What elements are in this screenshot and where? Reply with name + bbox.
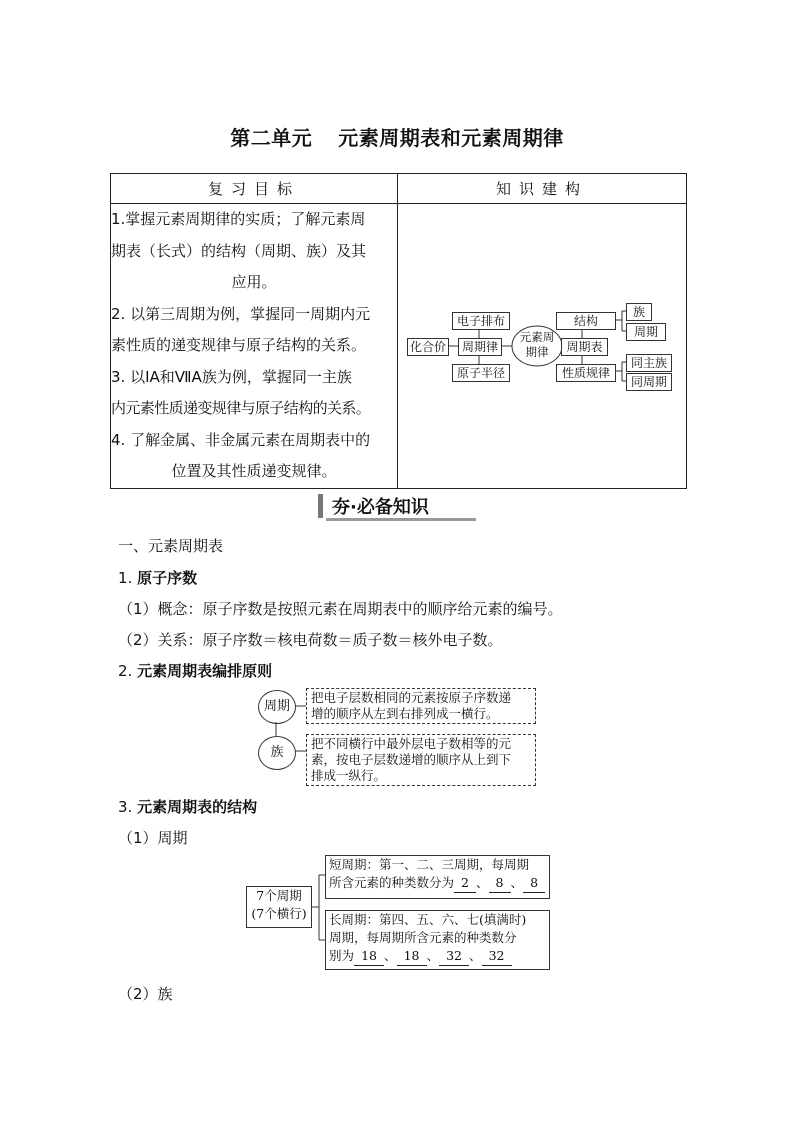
- period-principle-box: [306, 688, 536, 724]
- map-node-radius: 原子半径: [452, 364, 510, 382]
- heading-text: 元素周期表编排原则: [137, 662, 273, 680]
- long-period-count: 32: [482, 947, 512, 966]
- heading-text: 原子序数: [137, 569, 198, 587]
- map-node-electron: 电子排布: [452, 312, 510, 330]
- section-banner: [318, 492, 475, 520]
- goal-line: 1.掌握元素周期律的实质；了解元素周: [111, 210, 366, 228]
- item3-sub-group: （2）族: [118, 985, 173, 1003]
- map-center-line: 期律: [525, 344, 549, 359]
- map-node-periodic-table: 周期表: [561, 338, 608, 356]
- banner-underline: [326, 518, 476, 521]
- principle-line: 素，按电子层数递增的顺序从上到下: [311, 752, 512, 767]
- item1-relation: （2）关系：原子序数＝核电荷数＝质子数＝核外电子数。: [118, 631, 503, 649]
- heading-number: 2.: [118, 662, 133, 680]
- section-heading: 一、元素周期表: [118, 537, 224, 555]
- goals-header: 复习目标: [111, 174, 398, 204]
- separator: 、: [476, 875, 489, 890]
- map-node-group: 族: [626, 303, 652, 321]
- short-period-box: [325, 855, 550, 899]
- long-period-count: 18: [397, 947, 427, 966]
- heading-number: 3.: [118, 798, 133, 816]
- principle-line: 排成一纵行。: [311, 768, 387, 783]
- map-node-properties: 性质规律: [556, 364, 616, 382]
- principle-line: 把电子层数相同的元素按原子序数递: [311, 690, 512, 705]
- long-period-line: 长周期：第四、五、六、七(填满时): [329, 912, 527, 927]
- item3-heading: [118, 796, 257, 817]
- item2-heading: [118, 660, 272, 681]
- long-period-count: 32: [439, 947, 469, 966]
- goal-line: 期表（长式）的结构（周期、族）及其: [111, 241, 367, 260]
- period-box-line: 7个周期: [256, 888, 302, 903]
- map-center-line: 元素周: [519, 329, 555, 344]
- separator: 、: [426, 948, 440, 963]
- separator: 、: [384, 948, 397, 963]
- long-period-prefix: 别为: [329, 948, 355, 963]
- banner-title: 夯·必备知识: [332, 497, 429, 518]
- short-period-prefix: 所含元素的种类数分为: [329, 875, 455, 890]
- knowledge-header: 知识建构: [398, 174, 687, 204]
- separator: 、: [510, 875, 524, 890]
- long-period-line: [329, 947, 549, 966]
- map-node-period: 周期: [626, 323, 666, 341]
- short-period-count: 8: [489, 874, 511, 893]
- group-circle: 族: [258, 736, 296, 770]
- item1-heading: [118, 567, 197, 588]
- period-box-line: (7个横行): [251, 906, 307, 921]
- map-node-structure: 结构: [556, 312, 616, 330]
- map-node-periodic-law: 周期律: [458, 338, 502, 356]
- short-period-line: [329, 874, 549, 893]
- map-node-same-group: 同主族: [626, 354, 672, 372]
- item3-sub-period: （1）周期: [118, 829, 188, 847]
- heading-text: 元素周期表的结构: [137, 798, 258, 816]
- short-period-count: 2: [454, 874, 476, 893]
- map-node-same-period: 同周期: [626, 373, 672, 391]
- review-table: [110, 173, 687, 489]
- heading-number: 1.: [118, 569, 133, 587]
- map-center-node: [517, 330, 557, 360]
- knowledge-map: [398, 204, 687, 489]
- page-title: [0, 122, 794, 151]
- seven-periods-box: [246, 886, 312, 928]
- period-circle: 周期: [258, 690, 296, 724]
- principle-line: 增的顺序从左到右排列成一横行。: [311, 706, 499, 721]
- goal-line: 2. 以第三周期为例，掌握同一周期内元: [111, 304, 371, 323]
- short-period-line: 短周期：第一、二、三周期，每周期: [329, 857, 530, 872]
- long-period-count: 18: [354, 947, 384, 966]
- long-period-line: 周期，每周期所含元素的种类数分: [329, 930, 517, 945]
- goal-line: 4. 了解金属、非金属元素在周期表中的: [111, 430, 371, 449]
- goal-line: 内元素性质递变规律与原子结构的关系。: [111, 399, 371, 417]
- short-period-count: 8: [523, 874, 545, 893]
- item1-concept: （1）概念：原子序数是按照元素在周期表中的顺序给元素的编号。: [118, 600, 563, 618]
- separator: 、: [469, 948, 482, 963]
- map-node-valence: 化合价: [407, 338, 449, 356]
- long-period-box: [325, 910, 550, 970]
- title-unit: 第二单元: [230, 126, 313, 150]
- principle-line: 把不同横行中最外层电子数相等的元: [311, 736, 512, 751]
- goals-cell: [111, 204, 398, 489]
- group-principle-box: [306, 734, 536, 786]
- goal-line: 应用。: [231, 273, 277, 291]
- banner-bar: [318, 494, 323, 518]
- title-topic: 元素周期表和元素周期律: [338, 126, 564, 150]
- goal-line: 3. 以ⅠA和ⅦA族为例，掌握同一主族: [111, 367, 352, 386]
- goal-line: 位置及其性质递变规律。: [171, 462, 337, 480]
- goal-line: 素性质的递变规律与原子结构的关系。: [111, 336, 367, 354]
